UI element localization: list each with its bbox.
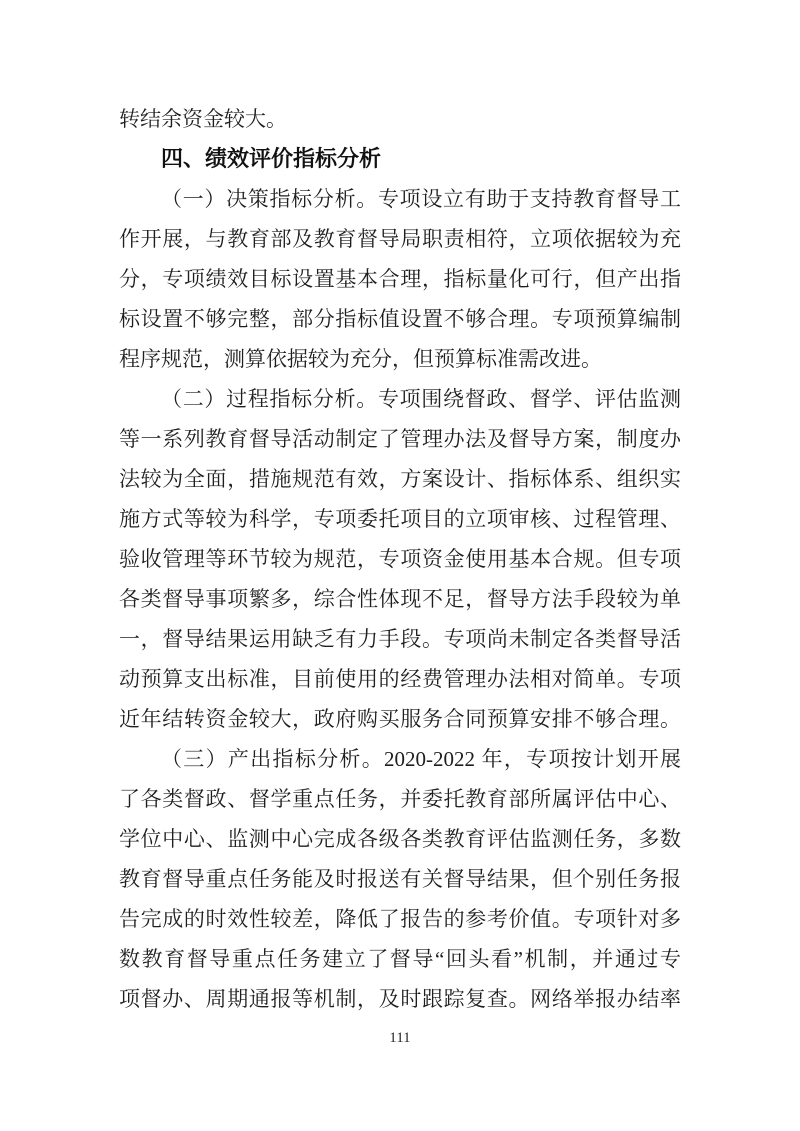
text-line: 法较为全面，措施规范有效，方案设计、指标体系、组织实: [119, 467, 681, 491]
text-line: 学位中心、监测中心完成各级各类教育评估监测任务，多数: [119, 827, 681, 851]
text-line: 动预算支出标准，目前使用的经费管理办法相对简单。专项: [119, 667, 681, 691]
text-line: 验收管理等环节较为规范，专项资金使用基本合规。但专项: [119, 547, 681, 571]
text-line: 分，专项绩效目标设置基本合理，指标量化可行，但产出指: [119, 267, 681, 291]
text-line: 一，督导结果运用缺乏有力手段。专项尚未制定各类督导活: [119, 627, 681, 651]
text-line: 作开展，与教育部及教育督导局职责相符，立项依据较为充: [119, 227, 681, 251]
paragraph-last-line: 近年结转资金较大，政府购买服务合同预算安排不够合理。: [119, 707, 681, 731]
section-heading: 四、绩效评价指标分析: [161, 146, 382, 171]
page-number: 111: [389, 1030, 411, 1046]
text-line: 教育督导重点任务能及时报送有关督导结果，但个别任务报: [119, 867, 681, 891]
text-line: 各类督导事项繁多，综合性体现不足，督导方法手段较为单: [119, 587, 681, 611]
text-line: 告完成的时效性较差，降低了报告的参考价值。专项针对多: [119, 907, 681, 931]
paragraph-first-line: （一）决策指标分析。专项设立有助于支持教育督导工: [161, 187, 681, 211]
paragraph-first-line: （二）过程指标分析。专项围绕督政、督学、评估监测: [161, 387, 681, 411]
text-line: 了各类督政、督学重点任务，并委托教育部所属评估中心、: [119, 787, 681, 811]
text-line: 施方式等较为科学，专项委托项目的立项审核、过程管理、: [119, 507, 681, 531]
text-line: 数教育督导重点任务建立了督导“回头看”机制，并通过专: [119, 947, 681, 971]
paragraph-first-line: （三）产出指标分析。2020-2022 年，专项按计划开展: [161, 747, 681, 771]
text-line: 标设置不够完整，部分指标值设置不够合理。专项预算编制: [119, 307, 681, 331]
text-line: 转结余资金较大。: [119, 107, 287, 131]
paragraph-last-line: 程序规范，测算依据较为充分，但预算标准需改进。: [119, 347, 602, 371]
text-line: 等一系列教育督导活动制定了管理办法及督导方案，制度办: [119, 427, 681, 451]
document-body: [119, 99, 681, 1019]
text-line: 项督办、周期通报等机制，及时跟踪复查。网络举报办结率: [119, 987, 681, 1011]
